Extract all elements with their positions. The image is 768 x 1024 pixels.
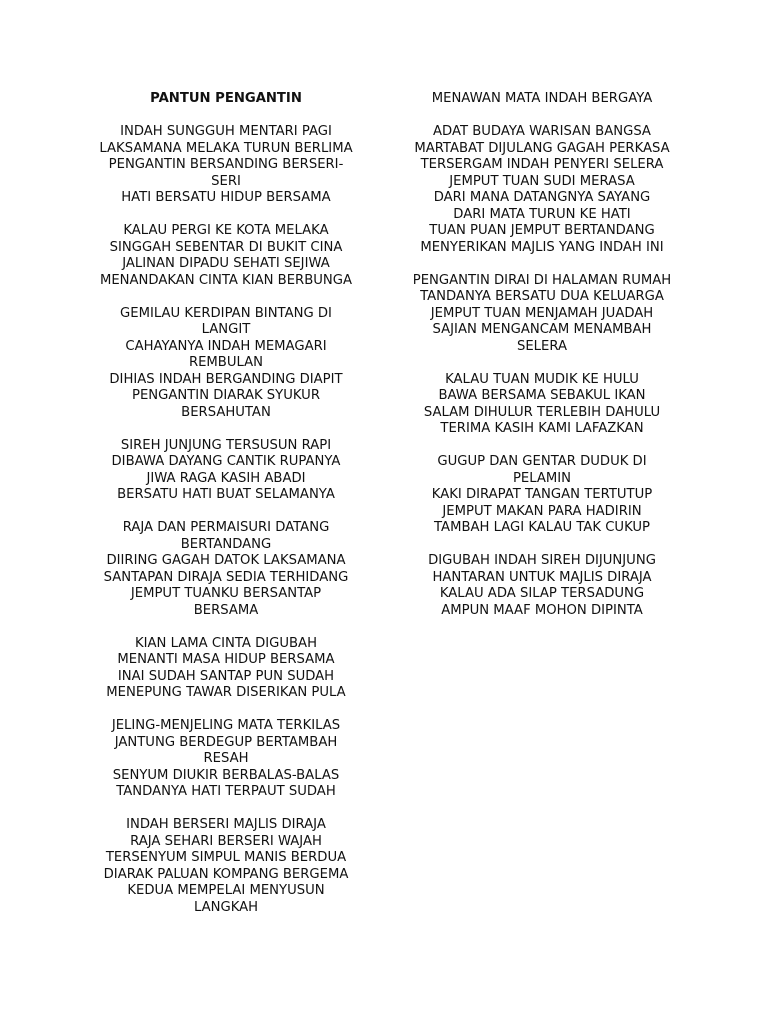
left-stanzas: [85, 124, 367, 916]
poem-line: ADAT BUDAYA WARISAN BANGSA: [433, 124, 651, 139]
poem-line: PENGANTIN BERSANDING BERSERI-: [108, 157, 344, 172]
poem-line: SENYUM DIUKIR BERBALAS-BALAS: [112, 767, 340, 783]
poem-line: KAKI DIRAPAT TANGAN TERTUTUP: [431, 487, 653, 502]
poem-line: TERSENYUM SIMPUL MANIS BERDUA: [105, 850, 347, 865]
stanza-gap: [401, 355, 683, 372]
poem-line: RESAH: [203, 751, 249, 766]
stanza: [85, 817, 367, 916]
stanza: [85, 718, 367, 801]
stanza: [85, 223, 367, 289]
poem-line: SALAM DIHULUR TERLEBIH DAHULU: [423, 404, 661, 420]
poem-line: BAWA BERSAMA SEBAKUL IKAN: [438, 388, 646, 403]
stanza-gap: [85, 801, 367, 818]
poem-line: TANDANYA HATI TERPAUT SUDAH: [116, 784, 336, 799]
poem-line: DIARAK PALUAN KOMPANG BERGEMA: [103, 866, 349, 882]
stanza: [401, 553, 683, 619]
poem-line: CAHAYANYA INDAH MEMAGARI: [125, 338, 327, 354]
stanza-gap: [401, 438, 683, 455]
poem-line: MARTABAT DIJULANG GAGAH PERKASA: [414, 140, 670, 156]
poem-line: AMPUN MAAF MOHON DIPINTA: [441, 602, 643, 618]
poem-line: SERI: [211, 173, 241, 189]
poem-line: SINGGAH SEBENTAR DI BUKIT CINA: [109, 239, 343, 255]
stanza-gap: [85, 207, 367, 224]
poem-line: DIBAWA DAYANG CANTIK RUPANYA: [111, 454, 341, 469]
poem-line: RAJA SEHARI BERSERI WAJAH: [130, 833, 322, 849]
stanza-gap: [85, 421, 367, 438]
poem-line: KALAU PERGI KE KOTA MELAKA: [123, 223, 329, 238]
poem-line: SELERA: [516, 338, 568, 354]
stanza: [401, 454, 683, 537]
stanza: [85, 636, 367, 702]
stanza-gap: [401, 108, 683, 125]
poem-line: INDAH SUNGGUH MENTARI PAGI: [120, 124, 332, 139]
poem-line: JEMPUT TUAN MENJAMAH JUADAH: [430, 305, 654, 321]
stanza: [401, 372, 683, 438]
poem-line: LANGIT: [201, 322, 251, 337]
stanza-gap: [85, 702, 367, 719]
right-stanzas: [401, 91, 683, 619]
poem-line: PELAMIN: [512, 470, 572, 486]
poem-line: KALAU ADA SILAP TERSADUNG: [439, 586, 645, 601]
poem-line: HANTARAN UNTUK MAJLIS DIRAJA: [432, 569, 652, 585]
poem-line: TERIMA KASIH KAMI LAFAZKAN: [440, 421, 644, 436]
poem-line: JEMPUT TUAN SUDI MERASA: [449, 173, 635, 189]
poem-line: MENANTI MASA HIDUP BERSAMA: [117, 652, 335, 667]
poem-line: GEMILAU KERDIPAN BINTANG DI: [120, 305, 332, 321]
poem-line: KALAU TUAN MUDIK KE HULU: [445, 371, 639, 387]
stanza-gap: [401, 537, 683, 554]
right-column: [401, 91, 683, 619]
document-title: PANTUN PENGANTIN: [150, 91, 302, 106]
stanza-gap: [85, 619, 367, 636]
stanza: [401, 124, 683, 256]
poem-line: MENANDAKAN CINTA KIAN BERBUNGA: [99, 272, 353, 288]
stanza: [85, 306, 367, 422]
stanza: [401, 91, 683, 108]
poem-line: PENGANTIN DIRAI DI HALAMAN RUMAH: [412, 272, 672, 288]
poem-line: DIIRING GAGAH DATOK LAKSAMANA: [106, 553, 346, 568]
poem-line: MENEPUNG TAWAR DISERIKAN PULA: [106, 685, 346, 700]
poem-line: DIHIAS INDAH BERGANDING DIAPIT: [109, 371, 343, 387]
stanza: [401, 273, 683, 356]
poem-line: DARI MANA DATANGNYA SAYANG: [433, 190, 651, 205]
stanza-gap: [85, 289, 367, 306]
poem-line: TERSERGAM INDAH PENYERI SELERA: [420, 157, 664, 172]
poem-line: SIREH JUNJUNG TERSUSUN RAPI: [120, 437, 332, 453]
poem-line: DIGUBAH INDAH SIREH DIJUNJUNG: [428, 553, 656, 568]
poem-line: JALINAN DIPADU SEHATI SEJIWA: [122, 256, 330, 271]
poem-line: HATI BERSATU HIDUP BERSAMA: [121, 190, 331, 205]
stanza-gap: [85, 504, 367, 521]
poem-line: BERSATU HATI BUAT SELAMANYA: [117, 487, 335, 502]
poem-line: JEMPUT MAKAN PARA HADIRIN: [442, 503, 642, 519]
poem-line: TANDANYA BERSATU DUA KELUARGA: [420, 289, 664, 304]
poem-line: KIAN LAMA CINTA DIGUBAH: [135, 635, 317, 651]
poem-line: PENGANTIN DIARAK SYUKUR: [132, 388, 320, 403]
poem-line: LANGKAH: [193, 899, 259, 915]
poem-line: KEDUA MEMPELAI MENYUSUN: [127, 883, 325, 898]
left-column: [85, 91, 367, 916]
stanza-gap: [85, 108, 367, 125]
poem-line: RAJA DAN PERMAISURI DATANG: [122, 520, 330, 535]
poem-line: INDAH BERSERI MAJLIS DIRAJA: [126, 817, 326, 832]
poem-line: MENAWAN MATA INDAH BERGAYA: [431, 91, 653, 106]
poem-line: BERTANDANG: [180, 536, 272, 552]
poem-line: BERSAMA: [193, 602, 259, 618]
poem-line: DARI MATA TURUN KE HATI: [453, 206, 631, 222]
stanza: [85, 124, 367, 207]
stanza-gap: [401, 256, 683, 273]
poem-line: JELING-MENJELING MATA TERKILAS: [111, 718, 341, 733]
poem-line: LAKSAMANA MELAKA TURUN BERLIMA: [99, 140, 353, 156]
poem-line: JIWA RAGA KASIH ABADI: [146, 470, 306, 486]
poem-line: SANTAPAN DIRAJA SEDIA TERHIDANG: [103, 569, 349, 585]
poem-line: BERSAHUTAN: [181, 404, 271, 420]
poem-line: TUAN PUAN JEMPUT BERTANDANG: [429, 223, 655, 238]
poem-line: JEMPUT TUANKU BERSANTAP: [130, 586, 322, 601]
poem-line: TAMBAH LAGI KALAU TAK CUKUP: [434, 520, 650, 535]
stanza: [85, 520, 367, 619]
stanza: [85, 438, 367, 504]
poem-line: SAJIAN MENGANCAM MENAMBAH: [432, 322, 652, 337]
poem-line: MENYERIKAN MAJLIS YANG INDAH INI: [420, 239, 664, 255]
poem-line: REMBULAN: [188, 355, 264, 370]
poem-line: INAI SUDAH SANTAP PUN SUDAH: [117, 668, 335, 684]
poem-line: JANTUNG BERDEGUP BERTAMBAH: [114, 734, 338, 750]
poem-line: GUGUP DAN GENTAR DUDUK DI: [437, 454, 647, 469]
